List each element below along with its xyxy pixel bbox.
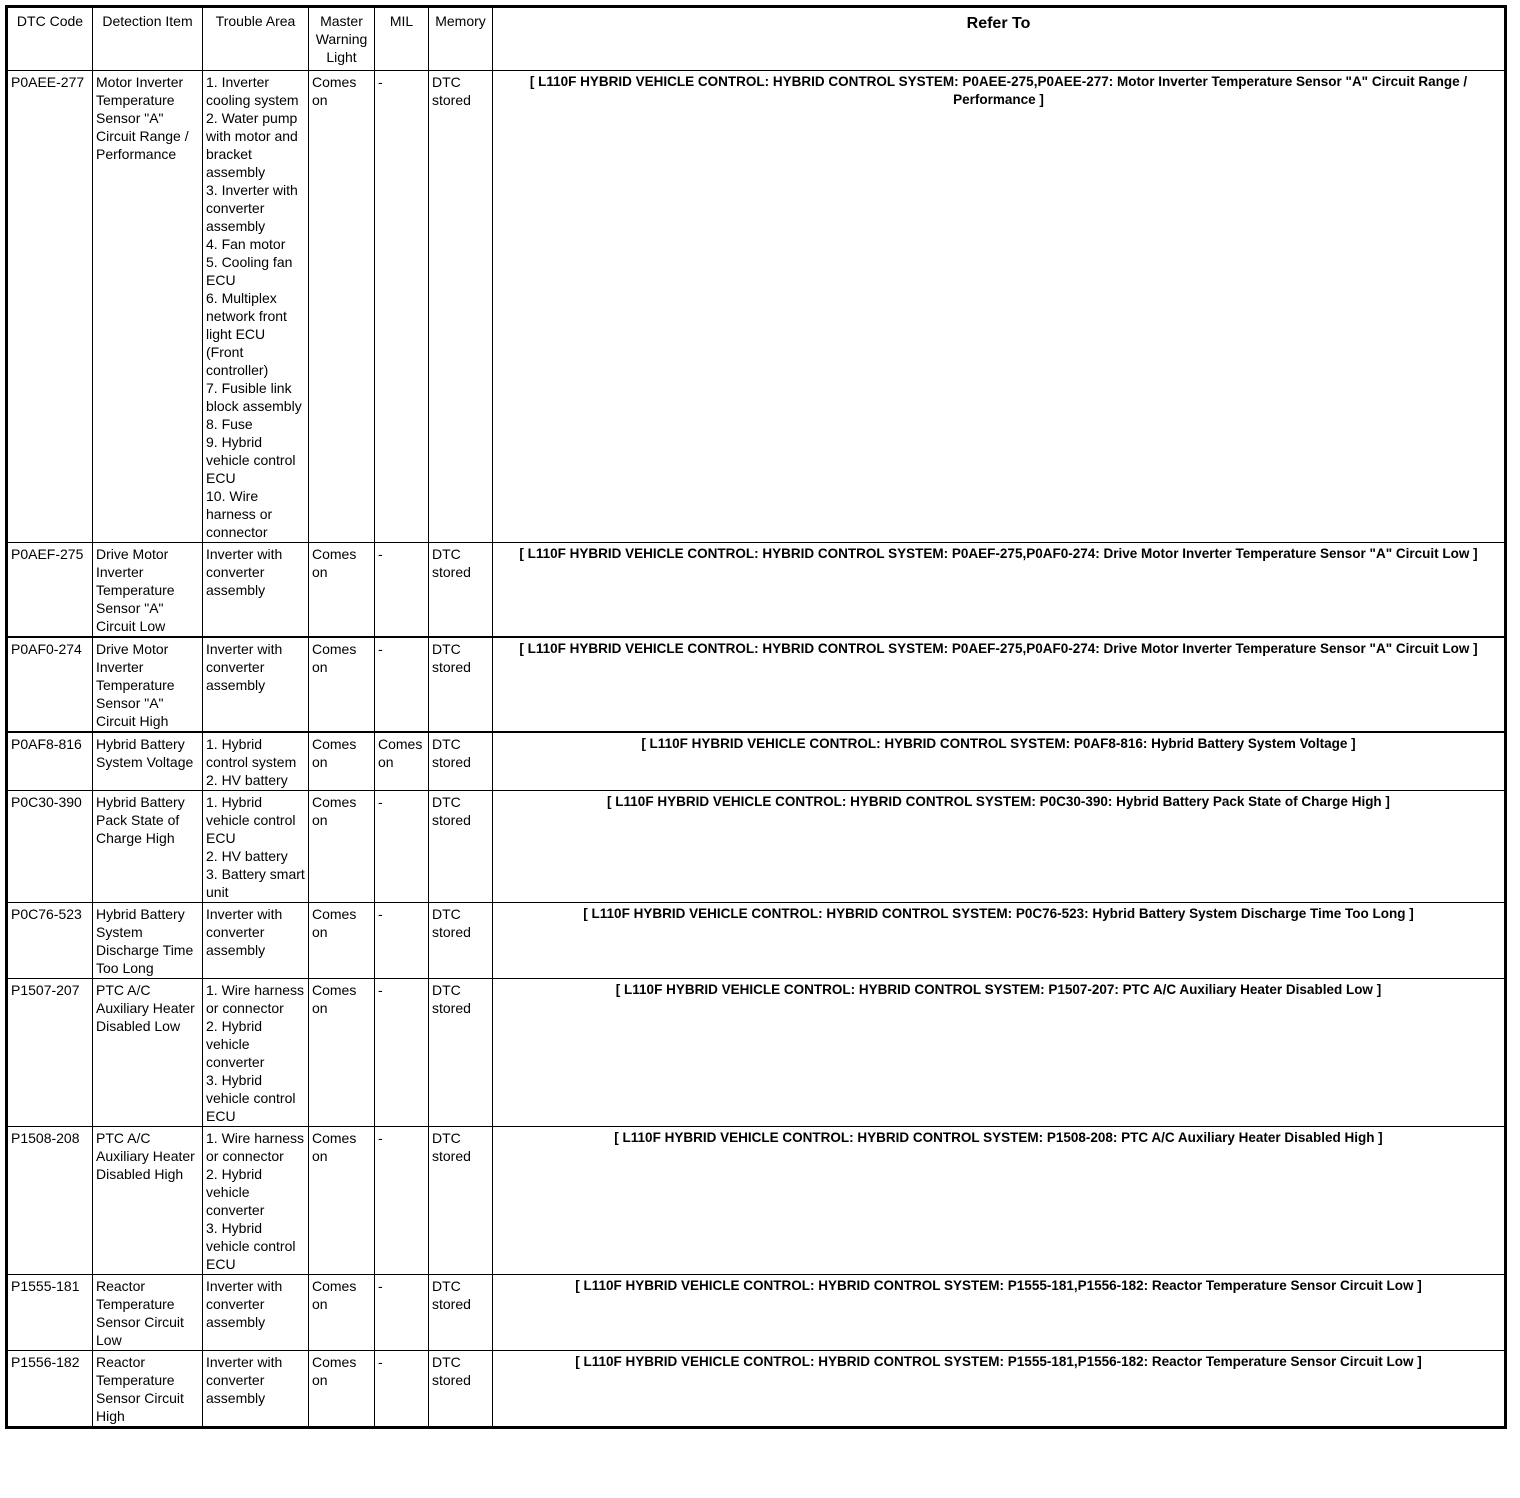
memory-cell: DTC stored	[429, 71, 493, 543]
table-row	[7, 637, 1506, 732]
refer-to-cell: [ L110F HYBRID VEHICLE CONTROL: HYBRID CONTROL SYSTEM: P0AF8-816: Hybrid Battery System Voltage ]	[493, 732, 1506, 791]
trouble-area-item: 3. Hybrid vehicle control ECU	[206, 1220, 296, 1272]
trouble-area-item: Inverter with converter assembly	[206, 641, 283, 693]
trouble-area-item: 2. Water pump with motor and bracket assembly	[206, 110, 298, 180]
refer-to-cell: [ L110F HYBRID VEHICLE CONTROL: HYBRID CONTROL SYSTEM: P0C30-390: Hybrid Battery Pack State of Charge High ]	[493, 791, 1506, 903]
trouble-area-cell	[203, 732, 309, 791]
trouble-area-item: 2. Hybrid vehicle converter	[206, 1018, 265, 1070]
memory-cell: DTC stored	[429, 732, 493, 791]
master-warning-light-cell: Comes on	[309, 1275, 375, 1351]
dtc-code-cell: P0AF8-816	[7, 732, 93, 791]
detection-item-cell: Hybrid Battery Pack State of Charge High	[93, 791, 203, 903]
detection-item-cell: Reactor Temperature Sensor Circuit High	[93, 1351, 203, 1428]
dtc-code-cell: P0AF0-274	[7, 637, 93, 732]
detection-item-cell: Hybrid Battery System Voltage	[93, 732, 203, 791]
header-memory: Memory	[429, 7, 493, 71]
refer-to-cell: [ L110F HYBRID VEHICLE CONTROL: HYBRID CONTROL SYSTEM: P1555-181,P1556-182: Reactor Temperature Sensor Circuit Low ]	[493, 1275, 1506, 1351]
memory-cell: DTC stored	[429, 903, 493, 979]
memory-cell: DTC stored	[429, 1351, 493, 1428]
trouble-area-item: 10. Wire harness or connector	[206, 488, 273, 540]
trouble-area-cell	[203, 979, 309, 1127]
dtc-table	[5, 5, 1507, 1429]
mil-cell: -	[375, 791, 429, 903]
memory-cell: DTC stored	[429, 979, 493, 1127]
trouble-area-item: Inverter with converter assembly	[206, 1278, 283, 1330]
master-warning-light-cell: Comes on	[309, 791, 375, 903]
trouble-area-item: 1. Wire harness or connector	[206, 982, 305, 1016]
header-refer-to: Refer To	[493, 7, 1506, 71]
mil-cell: -	[375, 979, 429, 1127]
refer-to-cell: [ L110F HYBRID VEHICLE CONTROL: HYBRID CONTROL SYSTEM: P1507-207: PTC A/C Auxiliary Heater Disabled Low ]	[493, 979, 1506, 1127]
dtc-code-cell: P1507-207	[7, 979, 93, 1127]
refer-to-cell: [ L110F HYBRID VEHICLE CONTROL: HYBRID CONTROL SYSTEM: P0C76-523: Hybrid Battery System Discharge Time Too Long ]	[493, 903, 1506, 979]
trouble-area-cell	[203, 71, 309, 543]
refer-to-cell: [ L110F HYBRID VEHICLE CONTROL: HYBRID CONTROL SYSTEM: P0AEF-275,P0AF0-274: Drive Motor Inverter Temperature Sensor "A" Circuit Low ]	[493, 637, 1506, 732]
header-detection-item: Detection Item	[93, 7, 203, 71]
master-warning-light-cell: Comes on	[309, 1127, 375, 1275]
header-master-warning-light: Master Warning Light	[309, 7, 375, 71]
dtc-table-container	[5, 5, 1507, 1429]
memory-cell: DTC stored	[429, 637, 493, 732]
trouble-area-item: 1. Inverter cooling system	[206, 74, 299, 108]
detection-item-cell: Drive Motor Inverter Temperature Sensor "A" Circuit High	[93, 637, 203, 732]
table-row	[7, 979, 1506, 1127]
memory-cell: DTC stored	[429, 1127, 493, 1275]
trouble-area-item: 1. Hybrid control system	[206, 736, 297, 770]
master-warning-light-cell: Comes on	[309, 979, 375, 1127]
table-row	[7, 1275, 1506, 1351]
dtc-code-cell: P1555-181	[7, 1275, 93, 1351]
dtc-code-cell: P1508-208	[7, 1127, 93, 1275]
trouble-area-item: Inverter with converter assembly	[206, 1354, 283, 1406]
trouble-area-item: 9. Hybrid vehicle control ECU	[206, 434, 296, 486]
trouble-area-item: 3. Battery smart unit	[206, 866, 305, 900]
trouble-area-item: 7. Fusible link block assembly	[206, 380, 302, 414]
master-warning-light-cell: Comes on	[309, 1351, 375, 1428]
refer-to-cell: [ L110F HYBRID VEHICLE CONTROL: HYBRID CONTROL SYSTEM: P0AEE-275,P0AEE-277: Motor Inverter Temperature Sensor "A" Circuit Range / Performance ]	[493, 71, 1506, 543]
trouble-area-cell	[203, 543, 309, 638]
memory-cell: DTC stored	[429, 1275, 493, 1351]
table-row	[7, 543, 1506, 638]
trouble-area-item: 1. Wire harness or connector	[206, 1130, 305, 1164]
mil-cell: Comes on	[375, 732, 429, 791]
detection-item-cell: Drive Motor Inverter Temperature Sensor "A" Circuit Low	[93, 543, 203, 638]
detection-item-cell: PTC A/C Auxiliary Heater Disabled High	[93, 1127, 203, 1275]
trouble-area-cell	[203, 1127, 309, 1275]
refer-to-cell: [ L110F HYBRID VEHICLE CONTROL: HYBRID CONTROL SYSTEM: P1508-208: PTC A/C Auxiliary Heater Disabled High ]	[493, 1127, 1506, 1275]
trouble-area-cell	[203, 637, 309, 732]
trouble-area-item: 2. HV battery	[206, 772, 288, 788]
detection-item-cell: Hybrid Battery System Discharge Time Too Long	[93, 903, 203, 979]
table-row	[7, 1351, 1506, 1428]
trouble-area-item: 5. Cooling fan ECU	[206, 254, 293, 288]
trouble-area-item: 2. HV battery	[206, 848, 288, 864]
master-warning-light-cell: Comes on	[309, 637, 375, 732]
trouble-area-cell	[203, 1275, 309, 1351]
trouble-area-item: 4. Fan motor	[206, 236, 286, 252]
table-row	[7, 1127, 1506, 1275]
refer-to-cell: [ L110F HYBRID VEHICLE CONTROL: HYBRID CONTROL SYSTEM: P1555-181,P1556-182: Reactor Temperature Sensor Circuit Low ]	[493, 1351, 1506, 1428]
master-warning-light-cell: Comes on	[309, 732, 375, 791]
master-warning-light-cell: Comes on	[309, 543, 375, 638]
memory-cell: DTC stored	[429, 543, 493, 638]
mil-cell: -	[375, 71, 429, 543]
mil-cell: -	[375, 637, 429, 732]
refer-to-cell: [ L110F HYBRID VEHICLE CONTROL: HYBRID CONTROL SYSTEM: P0AEF-275,P0AF0-274: Drive Motor Inverter Temperature Sensor "A" Circuit Low ]	[493, 543, 1506, 638]
mil-cell: -	[375, 1275, 429, 1351]
trouble-area-item: 3. Inverter with converter assembly	[206, 182, 298, 234]
trouble-area-item: 2. Hybrid vehicle converter	[206, 1166, 265, 1218]
master-warning-light-cell: Comes on	[309, 71, 375, 543]
memory-cell: DTC stored	[429, 791, 493, 903]
mil-cell: -	[375, 543, 429, 638]
detection-item-cell: Motor Inverter Temperature Sensor "A" Circuit Range / Performance	[93, 71, 203, 543]
dtc-code-cell: P0C76-523	[7, 903, 93, 979]
table-row	[7, 791, 1506, 903]
detection-item-cell: Reactor Temperature Sensor Circuit Low	[93, 1275, 203, 1351]
mil-cell: -	[375, 1351, 429, 1428]
master-warning-light-cell: Comes on	[309, 903, 375, 979]
trouble-area-item: 1. Hybrid vehicle control ECU	[206, 794, 296, 846]
dtc-code-cell: P0AEF-275	[7, 543, 93, 638]
trouble-area-item: Inverter with converter assembly	[206, 546, 283, 598]
mil-cell: -	[375, 903, 429, 979]
header-mil: MIL	[375, 7, 429, 71]
trouble-area-cell	[203, 1351, 309, 1428]
dtc-code-cell: P1556-182	[7, 1351, 93, 1428]
trouble-area-item: 8. Fuse	[206, 416, 253, 432]
trouble-area-item: Inverter with converter assembly	[206, 906, 283, 958]
table-body	[7, 71, 1506, 1428]
header-dtc-code: DTC Code	[7, 7, 93, 71]
trouble-area-cell	[203, 791, 309, 903]
trouble-area-cell	[203, 903, 309, 979]
table-row	[7, 732, 1506, 791]
table-header-row	[7, 7, 1506, 71]
detection-item-cell: PTC A/C Auxiliary Heater Disabled Low	[93, 979, 203, 1127]
trouble-area-item: 3. Hybrid vehicle control ECU	[206, 1072, 296, 1124]
header-trouble-area: Trouble Area	[203, 7, 309, 71]
table-row	[7, 71, 1506, 543]
trouble-area-item: 6. Multiplex network front light ECU (Front controller)	[206, 290, 287, 378]
dtc-code-cell: P0AEE-277	[7, 71, 93, 543]
mil-cell: -	[375, 1127, 429, 1275]
table-row	[7, 903, 1506, 979]
dtc-code-cell: P0C30-390	[7, 791, 93, 903]
